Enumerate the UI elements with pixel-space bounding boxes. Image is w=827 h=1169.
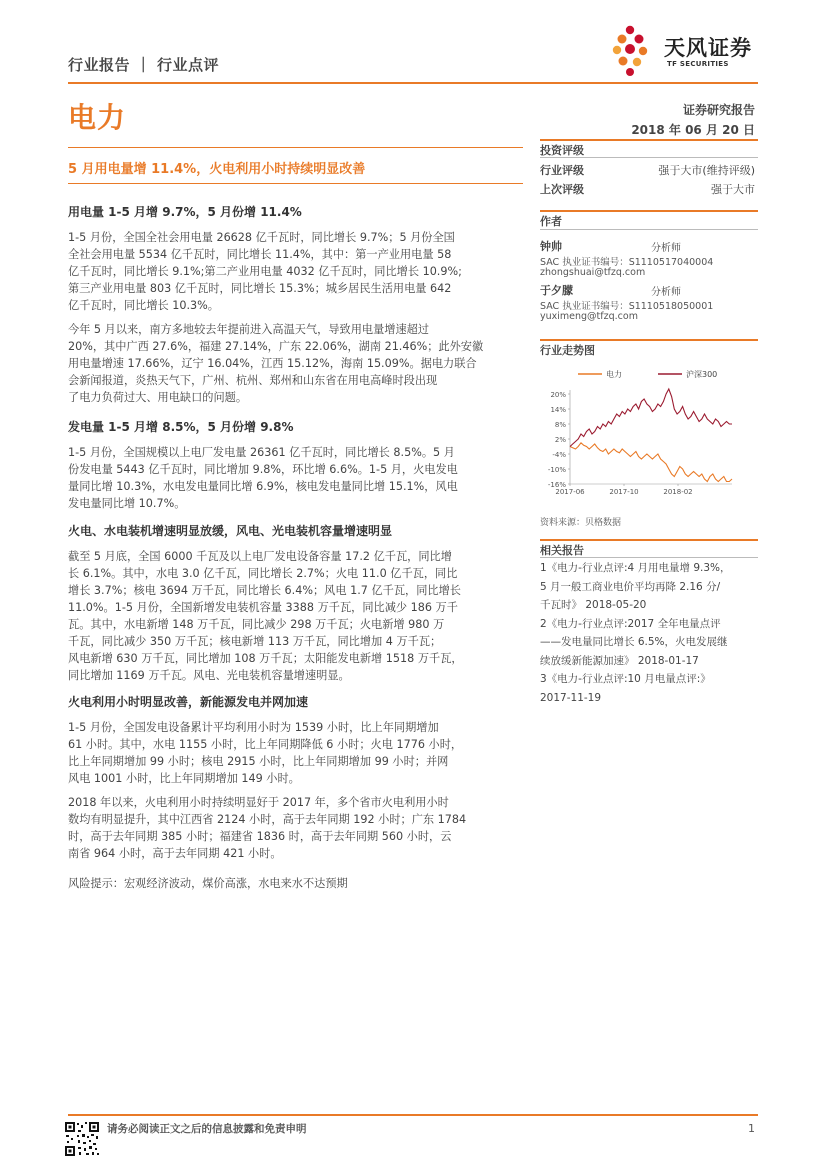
series-line <box>570 389 732 447</box>
paragraph-consumption-2: 今年 5 月以来，南方多地较去年提前进入高温天气，导致用电量增速超过 20%，其中广西 27.6%，福建 27.14%，广东 22.06%，湖南 21.46%；此外安徽 用电量增速 17.66%，辽宁 16.04%，江西 15.12%，海南 15.09%。据电力联合 会新闻报道，炎热天气下，广州、杭州、郑州和山东省在用电高峰时段出现 了电力负荷过大、用电缺口的问题。 <box>68 323 484 404</box>
y-tick-label: -4% <box>552 451 566 459</box>
report-date: 2018 年 06 月 20 日 <box>631 123 755 137</box>
section-title-capacity: 火电、水电装机增速明显放缓，风电、光电装机容量增速明显 <box>68 524 393 538</box>
y-tick-label: -10% <box>547 466 566 474</box>
y-tick-label: 8% <box>554 421 566 429</box>
analyst-role: 分析师 <box>651 287 681 298</box>
authors-heading: 作者 <box>540 215 562 228</box>
disclaimer-note: 请务必阅读正文之后的信息披露和免责申明 <box>107 1123 307 1135</box>
section-title-generation: 发电量 1-5 月增 8.5%，5 月份增 9.8% <box>68 420 294 434</box>
analyst-name: 钟帅 <box>540 240 562 253</box>
x-tick-label: 2018-02 <box>663 488 693 496</box>
y-tick-label: 14% <box>550 406 566 414</box>
analyst-email[interactable]: zhongshuai@tfzq.com <box>540 267 646 278</box>
analyst-name: 于夕朦 <box>540 284 573 297</box>
paragraph-utilization-1: 1-5 月份，全国发电设备累计平均利用小时为 1539 小时，比上年同期增加 61 小时。其中，水电 1155 小时，比上年同期降低 6 小时；火电 1776 小时， 比上年同期增加 99 小时；核电 2915 小时，比上年同期增加 99 小时；并网 风电 1001 小时，比上年同期增加 149 小时。 <box>68 721 463 785</box>
paragraph-consumption-1: 1-5 月份，全国全社会用电量 26628 亿千瓦时，同比增长 9.7%；5 月份全国 全社会用电量 5534 亿千瓦时，同比增长 11.4%，其中：第一产业用电量 58 亿千瓦时，同比增长 9.1%;第二产业用电量 4032 亿千瓦时，同比增长 10.9%; 第三产业用电量 803 亿千瓦时，同比增长 15.3%；城乡居民生活用电量 642 亿千瓦时，同比增长 10.3%。 <box>68 231 462 312</box>
related-report-line[interactable]: 3《电力-行业点评:10 月电量点评:》 <box>540 673 711 685</box>
paragraph-capacity: 截至 5 月底，全国 6000 千瓦及以上电厂发电设备容量 17.2 亿千瓦，同比增 长 6.1%。其中，水电 3.0 亿千瓦，同比增长 2.7%；火电 11.0 亿千瓦，同比 增长 3.7%；核电 3694 万千瓦，同比增长 6.4%；风电 1.7 亿千瓦，同比增长 11.0%。1-5 月份，全国新增发电装机容量 3388 万千瓦，同比减少 186 万千 瓦。其中，水电新增 148 万千瓦，同比减少 298 万千瓦；火电新增 980 万 千瓦，同比减少 350 万千瓦；核电新增 113 万千瓦，同比增加 4 万千瓦； 风电新增 630 万千瓦，同比增加 108 万千瓦；太阳能发电新增 1518 万千瓦， 同比增加 1169 万千瓦。风电、光电装机容量增速明显。 <box>68 550 463 682</box>
related-report-line[interactable]: 5 月一般工商业电价平均再降 2.16 分/ <box>540 580 721 593</box>
related-head-rule <box>540 539 758 541</box>
related-divider <box>540 557 758 558</box>
analyst-sac-number: SAC 执业证书编号：S1110518050001 <box>540 301 714 312</box>
authors-divider <box>540 229 758 230</box>
y-tick-label: -16% <box>547 481 566 489</box>
rating-divider <box>540 157 758 158</box>
paragraph-utilization-2: 2018 年以来，火电利用小时持续明显好于 2017 年，多个省市火电利用小时 数均有明显提升，其中江西省 2124 小时，高于去年同期 192 小时；广东 1784 时，高于去年同期 385 小时；福建省 1836 时，高于去年同期 560 小时，云 南省 964 小时，高于去年同期 421 小时。 <box>68 796 467 860</box>
y-tick-label: 2% <box>554 436 566 444</box>
related-report-line[interactable]: 续放缓新能源加速》 2018-01-17 <box>540 654 699 667</box>
paragraph-generation: 1-5 月份，全国规模以上电厂发电量 26361 亿千瓦时，同比增长 8.5%。5 月 份发电量 5443 亿千瓦时，同比增加 9.8%，环比增 6.6%。1-5 月，火电发电 量同比增 10.3%，水电发电量同比增 6.9%，核电发电量同比增 15.1%，风电 发电量同比增 10.7%。 <box>68 446 458 510</box>
related-heading: 相关报告 <box>540 544 584 557</box>
authors-head-rule <box>540 210 758 212</box>
analyst-email[interactable]: yuximeng@tfzq.com <box>540 311 638 322</box>
related-report-line[interactable]: 1《电力-行业点评:4 月用电量增 9.3%， <box>540 562 731 574</box>
rating-label: 行业评级 <box>540 164 584 177</box>
analyst-sac-number: SAC 执业证书编号：S1110517040004 <box>540 257 714 268</box>
y-tick-label: 20% <box>550 391 566 399</box>
risk-warning: 风险提示：宏观经济波动，煤价高涨，水电来水不达预期 <box>68 877 348 890</box>
related-reports-list <box>540 559 760 707</box>
trend-heading: 行业走势图 <box>540 344 595 357</box>
page-number: 1 <box>748 1122 755 1135</box>
chart-source: 资料来源：贝格数据 <box>540 518 622 528</box>
headline: 5 月用电量增 11.4%，火电利用小时持续明显改善 <box>68 162 366 177</box>
qr-code <box>64 1121 100 1157</box>
header-rule <box>68 82 758 84</box>
industry-trend-chart <box>540 362 758 510</box>
legend-label: 电力 <box>606 370 622 379</box>
footer-rule <box>68 1114 758 1116</box>
rating-head-rule <box>540 139 758 141</box>
rating-heading: 投资评级 <box>540 144 584 157</box>
industry-title: 电力 <box>68 101 127 134</box>
report-type: 行业报告 ｜ 行业点评 <box>68 56 219 74</box>
rating-value: 强于大市(维持评级) <box>658 164 755 177</box>
analyst-role: 分析师 <box>651 243 681 254</box>
x-tick-label: 2017-06 <box>555 488 585 496</box>
logo-english: TF SECURITIES <box>667 60 729 68</box>
document-type: 证券研究报告 <box>682 103 755 117</box>
legend-label: 沪深300 <box>686 370 718 379</box>
section-title-consumption: 用电量 1-5 月增 9.7%，5 月份增 11.4% <box>68 205 302 219</box>
previous-rating-value: 强于大市 <box>711 183 755 196</box>
trend-head-rule <box>540 339 758 341</box>
related-report-line[interactable]: 2《电力-行业点评:2017 全年电量点评 <box>540 617 721 630</box>
related-report-line[interactable]: 2017-11-19 <box>540 691 602 704</box>
previous-rating-label: 上次评级 <box>540 183 584 196</box>
section-title-utilization: 火电利用小时明显改善，新能源发电并网加速 <box>68 695 309 709</box>
logo-name: 天风证券 <box>664 36 752 60</box>
related-report-line[interactable]: ——发电量同比增长 6.5%，火电发展继 <box>540 636 728 648</box>
x-tick-label: 2017-10 <box>609 488 639 496</box>
related-report-line[interactable]: 千瓦时》 2018-05-20 <box>540 599 647 611</box>
series-line <box>570 443 732 482</box>
